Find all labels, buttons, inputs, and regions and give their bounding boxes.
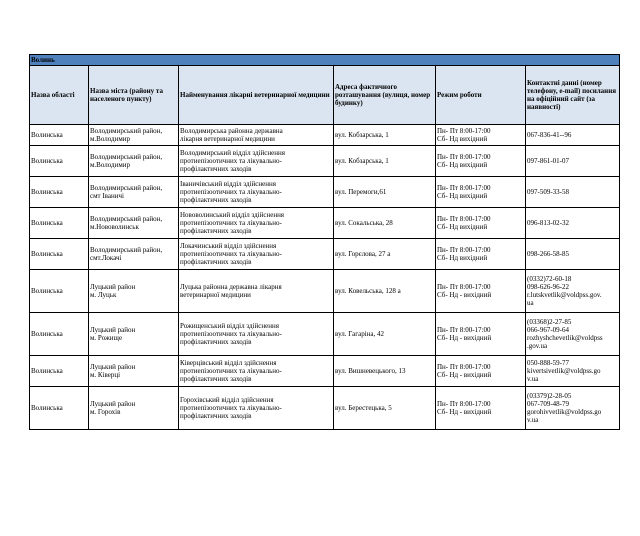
cell-hours <box>436 208 526 239</box>
cell-city-line: смт Іваничі <box>90 192 124 200</box>
cell-contacts-line: (03379)2-28-05 <box>527 392 572 400</box>
cell-contacts-line: 067-709-48-79 <box>527 400 569 408</box>
cell-contacts <box>526 313 620 356</box>
cell-contacts <box>526 356 620 387</box>
cell-hospital-line: Володимирська районна державна <box>180 127 283 135</box>
cell-city-line: Луцький район <box>90 283 136 291</box>
cell-contacts-line: 097-861-01-07 <box>527 157 569 165</box>
cell-contacts-line: gorohivvetlik@voldpss.go <box>527 408 602 416</box>
cell-city-line: м.Нововолинськ <box>90 223 139 231</box>
cell-hospital-line: Іваничівський відділ здійснення <box>180 180 276 188</box>
cell-hours-line: Сб- Нд вихідний <box>437 192 488 200</box>
cell-city-line: Володимирський район, <box>90 246 163 254</box>
cell-city <box>89 125 179 146</box>
cell-hours-line: Сб- Нд вихідний <box>437 254 488 262</box>
cell-hours-line: Пн- Пт 8:00-17:00 <box>437 246 491 254</box>
cell-city-line: Володимирський район, <box>90 153 163 161</box>
cell-hours-line: Пн- Пт 8:00-17:00 <box>437 215 491 223</box>
cell-hours-line: Сб- Нд - вихідний <box>437 291 492 299</box>
cell-hospital-line: Нововолинський відділ здійснення <box>180 211 285 219</box>
cell-hospital-line: протиепізоотичних та лікувально- <box>180 219 282 227</box>
cell-city-line: Володимирський район, <box>90 215 163 223</box>
cell-hospital-line: профілактичних заходів <box>180 196 252 204</box>
cell-hours-line: Сб- Нд - вихідний <box>437 371 492 379</box>
cell-hospital-line: протиепізоотичних та лікувально- <box>180 367 282 375</box>
cell-oblast: Волинська <box>30 208 89 239</box>
cell-address: вул. Кобзарська, 1 <box>334 146 436 177</box>
cell-city <box>89 239 179 270</box>
cell-hospital-line: Ківерцівський відділ здійснення <box>180 359 277 367</box>
vet-hospitals-table <box>29 54 620 430</box>
cell-oblast: Волинська <box>30 356 89 387</box>
cell-city <box>89 146 179 177</box>
cell-address: вул. Сокальська, 28 <box>334 208 436 239</box>
cell-hospital-line: профілактичних заходів <box>180 227 252 235</box>
cell-hours <box>436 177 526 208</box>
cell-hours <box>436 356 526 387</box>
cell-oblast: Волинська <box>30 387 89 430</box>
cell-address: вул. Гагаріна, 42 <box>334 313 436 356</box>
cell-hospital-line: профілактичних заходів <box>180 165 252 173</box>
cell-city-line: м. Горохів <box>90 408 121 416</box>
cell-city-line: м.Володимир <box>90 161 131 169</box>
header-hospital: Найменування лікарні ветеринарної медицини <box>179 66 334 125</box>
cell-hours <box>436 239 526 270</box>
table-row <box>30 125 620 146</box>
cell-hospital-line: лікарня ветеринарної медицини <box>180 135 275 143</box>
cell-hours-line: Сб- Нд вихідний <box>437 223 488 231</box>
cell-city-line: м. Ківерці <box>90 371 121 379</box>
cell-address: вул. Ковельська, 128 а <box>334 270 436 313</box>
region-row <box>30 55 620 66</box>
cell-hospital-line: протиепізоотичних та лікувально- <box>180 188 282 196</box>
cell-contacts <box>526 239 620 270</box>
cell-contacts-line: v.ua <box>527 416 539 424</box>
cell-contacts-line: (0332)72-60-18 <box>527 275 572 283</box>
cell-address: вул. Горєлова, 27 а <box>334 239 436 270</box>
cell-hours-line: Сб- Нд вихідний <box>437 161 488 169</box>
cell-oblast: Волинська <box>30 146 89 177</box>
cell-city <box>89 208 179 239</box>
cell-contacts <box>526 146 620 177</box>
cell-hospital <box>179 177 334 208</box>
cell-city-line: м. Рожище <box>90 334 123 342</box>
cell-hours <box>436 146 526 177</box>
cell-hours-line: Пн- Пт 8:00-17:00 <box>437 184 491 192</box>
cell-hours-line: Пн- Пт 8:00-17:00 <box>437 283 491 291</box>
cell-hours <box>436 387 526 430</box>
header-oblast: Назва області <box>30 66 89 125</box>
cell-city-line: м. Луцьк <box>90 291 117 299</box>
cell-contacts <box>526 125 620 146</box>
cell-city-line: Луцький район <box>90 400 136 408</box>
table-row <box>30 270 620 313</box>
cell-contacts-line: kivertsivetlik@voldpss.go <box>527 367 601 375</box>
cell-city-line: Володимирський район, <box>90 127 163 135</box>
table-row <box>30 146 620 177</box>
table-row <box>30 356 620 387</box>
cell-city <box>89 387 179 430</box>
cell-hospital-line: Локачинський відділ здійснення <box>180 242 277 250</box>
cell-oblast: Волинська <box>30 125 89 146</box>
cell-hospital <box>179 208 334 239</box>
cell-hospital <box>179 270 334 313</box>
cell-address: вул. Перемоги,61 <box>334 177 436 208</box>
cell-hospital <box>179 313 334 356</box>
cell-city <box>89 270 179 313</box>
cell-address: вул. Кобзарська, 1 <box>334 125 436 146</box>
table-row <box>30 177 620 208</box>
region-title: Волинь <box>30 55 620 66</box>
cell-hours <box>436 270 526 313</box>
cell-contacts-line: (03368)2-27-85 <box>527 318 572 326</box>
header-row <box>30 66 620 125</box>
cell-hospital-line: профілактичних заходів <box>180 338 252 346</box>
cell-hospital-line: протиепізоотичних та лікувально- <box>180 330 282 338</box>
cell-city-line: смт.Локачі <box>90 254 122 262</box>
cell-hospital-line: Володимирський відділ здійснення <box>180 149 285 157</box>
cell-contacts-line: 066-967-09-64 <box>527 326 569 334</box>
cell-hours-line: Пн- Пт 8:00-17:00 <box>437 363 491 371</box>
cell-hospital <box>179 125 334 146</box>
cell-contacts-line: 096-813-02-32 <box>527 219 569 227</box>
cell-city-line: Луцький район <box>90 363 136 371</box>
cell-address: вул. Берестецька, 5 <box>334 387 436 430</box>
header-address: Адреса фактичного розташування (вулиця, номер будинку) <box>334 66 436 125</box>
cell-hospital-line: профілактичних заходів <box>180 412 252 420</box>
cell-city <box>89 313 179 356</box>
cell-hours-line: Сб- Нд - вихідний <box>437 408 492 416</box>
cell-city-line: м.Володимир <box>90 135 131 143</box>
cell-oblast: Волинська <box>30 313 89 356</box>
cell-hours-line: Пн- Пт 8:00-17:00 <box>437 326 491 334</box>
cell-contacts <box>526 208 620 239</box>
cell-hospital-line: ветеринарної медицини <box>180 291 251 299</box>
cell-contacts-line: .gov.ua <box>527 342 548 350</box>
cell-contacts-line: ua <box>527 299 534 307</box>
cell-hospital <box>179 146 334 177</box>
cell-hours-line: Сб- Нд вихідний <box>437 135 488 143</box>
cell-hospital-line: профілактичних заходів <box>180 375 252 383</box>
cell-contacts <box>526 387 620 430</box>
table-row <box>30 387 620 430</box>
cell-oblast: Волинська <box>30 270 89 313</box>
cell-hours-line: Пн- Пт 8:00-17:00 <box>437 400 491 408</box>
cell-hours <box>436 313 526 356</box>
cell-contacts-line: 097-509-33-58 <box>527 188 569 196</box>
table-row <box>30 239 620 270</box>
cell-hospital-line: Рожищенський відділ здійснення <box>180 322 279 330</box>
cell-hospital-line: протиепізоотичних та лікувально- <box>180 404 282 412</box>
cell-contacts-line: 050-888-59-77 <box>527 359 569 367</box>
cell-contacts <box>526 270 620 313</box>
cell-oblast: Волинська <box>30 239 89 270</box>
table-row <box>30 208 620 239</box>
cell-city-line: Луцький район <box>90 326 136 334</box>
header-contacts: Контактні данні (номер телефону, e-mail) посилання на офіційний сайт (за наявності) <box>526 66 620 125</box>
cell-hospital-line: протиепізоотичних та лікувально- <box>180 250 282 258</box>
cell-city-line: Володимирський район, <box>90 184 163 192</box>
cell-hospital <box>179 239 334 270</box>
table-row <box>30 313 620 356</box>
cell-contacts <box>526 177 620 208</box>
cell-hours-line: Пн- Пт 8:00-17:00 <box>437 127 491 135</box>
cell-hours-line: Сб- Нд - вихідний <box>437 334 492 342</box>
cell-hours-line: Пн- Пт 8:00-17:00 <box>437 153 491 161</box>
cell-address: вул. Вишневецького, 13 <box>334 356 436 387</box>
cell-hospital <box>179 356 334 387</box>
cell-contacts-line: rozhyshchevetlik@voldpss <box>527 334 603 342</box>
cell-oblast: Волинська <box>30 177 89 208</box>
header-city: Назва міста (району та населеного пункту) <box>89 66 179 125</box>
cell-contacts-line: r.lutskvetlik@voldpss.gov. <box>527 291 602 299</box>
cell-city <box>89 177 179 208</box>
cell-contacts-line: 098-626-96-22 <box>527 283 569 291</box>
cell-hours <box>436 125 526 146</box>
header-hours: Режим роботи <box>436 66 526 125</box>
cell-hospital-line: Горохівський відділ здійснення <box>180 396 274 404</box>
cell-contacts-line: 067-836-41--96 <box>527 131 572 139</box>
cell-hospital-line: Луцька районна державна лікарня <box>180 283 282 291</box>
cell-hospital-line: профілактичних заходів <box>180 258 252 266</box>
cell-city <box>89 356 179 387</box>
cell-contacts-line: v.ua <box>527 375 539 383</box>
cell-contacts-line: 098-266-58-85 <box>527 250 569 258</box>
cell-hospital-line: протиепізоотичних та лікувально- <box>180 157 282 165</box>
cell-hospital <box>179 387 334 430</box>
